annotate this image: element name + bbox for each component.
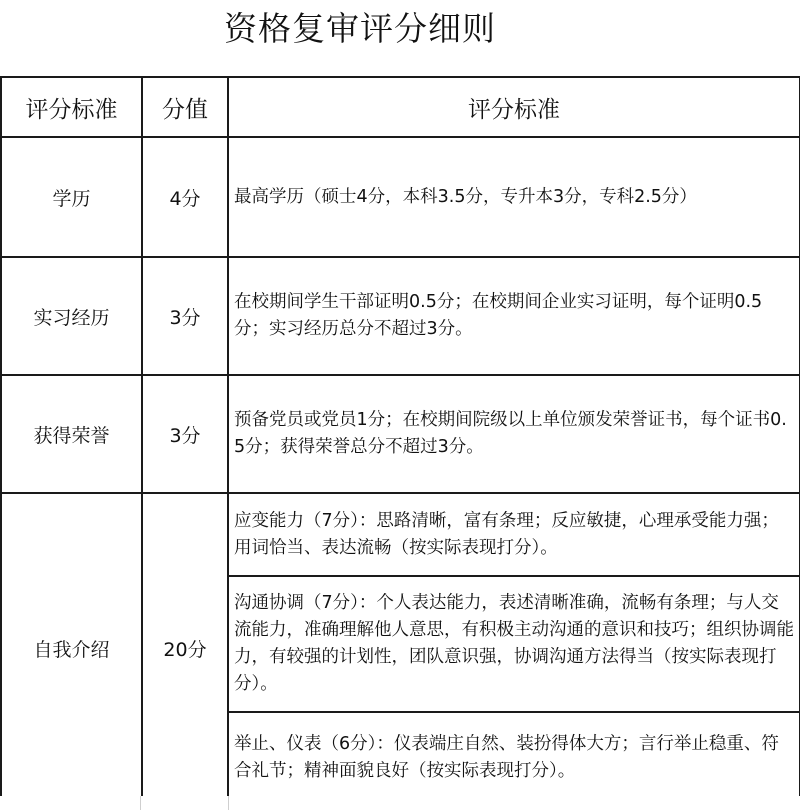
table-row-education: [1, 137, 800, 257]
details-cell: 最高学历（硕士4分，本科3.5分，专升本3分，专科2.5分）: [228, 137, 800, 257]
points-cell: 3分: [142, 375, 228, 493]
details-cell-adaptability: 应变能力（7分）：思路清晰，富有条理；反应敏捷，心理承受能力强；用词恰当、表达流畅（按实际表现打分）。: [228, 493, 800, 576]
points-cell: 3分: [142, 257, 228, 375]
criterion-cell: 实习经历: [1, 257, 142, 375]
points-cell: 4分: [142, 137, 228, 257]
criterion-cell: 自我介绍: [1, 493, 142, 804]
table-row-honors: [1, 375, 800, 493]
details-cell: 预备党员或党员1分；在校期间院级以上单位颁发荣誉证书，每个证书0.5分；获得荣誉总分不超过3分。: [228, 375, 800, 493]
header-criterion: 评分标准: [1, 77, 142, 137]
criterion-cell: 学历: [1, 137, 142, 257]
divider: [140, 796, 141, 810]
scoring-table: [0, 76, 800, 805]
details-cell: 在校期间学生干部证明0.5分；在校期间企业实习证明，每个证明0.5分；实习经历总分不超过3分。: [228, 257, 800, 375]
divider: [228, 796, 229, 810]
page-title: 资格复审评分细则: [224, 9, 496, 48]
details-cell-manners: 举止、仪表（6分）：仪表端庄自然、装扮得体大方；言行举止稳重、符合礼节；精神面貌良好（按实际表现打分）。: [228, 712, 800, 804]
header-points: 分值: [142, 77, 228, 137]
criterion-cell: 获得荣誉: [1, 375, 142, 493]
table-row-self-intro: [1, 493, 800, 576]
table-header-row: [1, 77, 800, 137]
bottom-margin: [0, 796, 800, 810]
header-details: 评分标准: [228, 77, 800, 137]
points-cell: 20分: [142, 493, 228, 804]
table-row-internship: [1, 257, 800, 375]
details-cell-communication: 沟通协调（7分）：个人表达能力，表述清晰准确，流畅有条理；与人交流能力，准确理解他人意思，有积极主动沟通的意识和技巧；组织协调能力，有较强的计划性，团队意识强，协调沟通方法得当（按实际表现打分）。: [228, 576, 800, 712]
